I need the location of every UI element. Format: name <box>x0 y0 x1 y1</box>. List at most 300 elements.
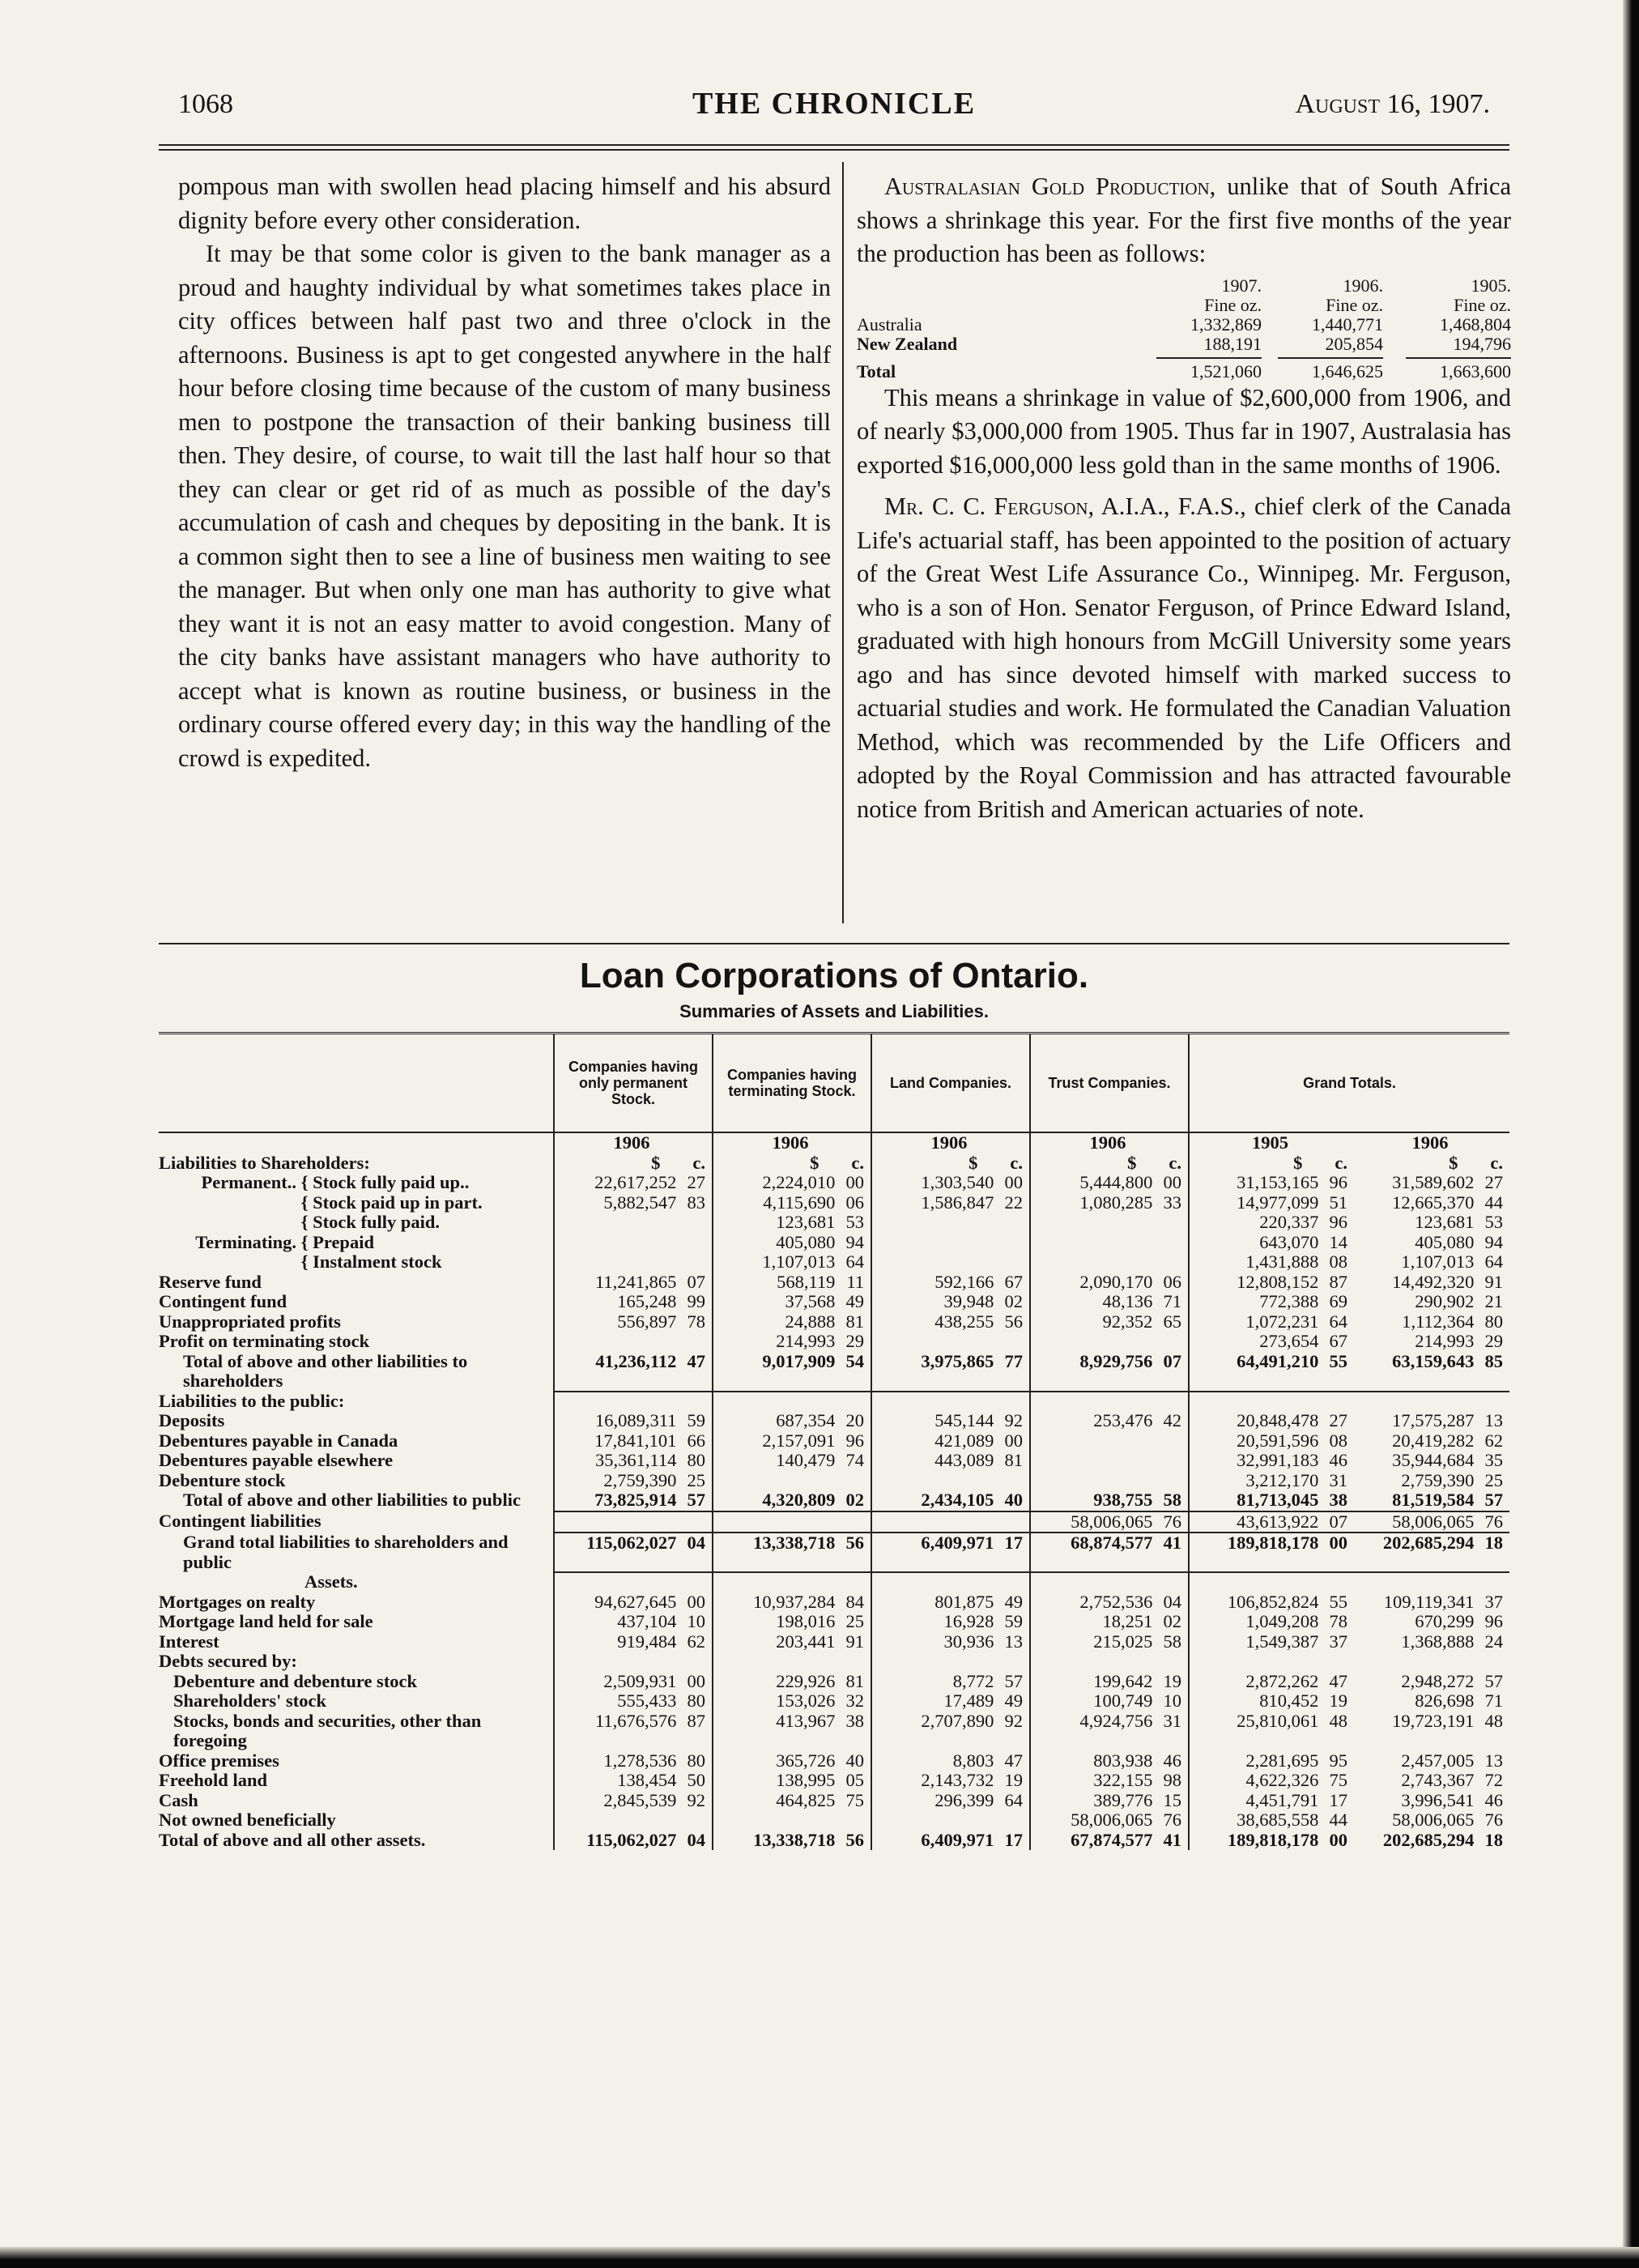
table-cell <box>1189 1533 1354 1572</box>
table-cell <box>1354 1632 1509 1652</box>
row-label: Cash <box>159 1790 198 1810</box>
cell-amount: 6,409,971 <box>921 1533 994 1553</box>
row-label: Debentures payable in Canada <box>159 1430 398 1451</box>
cell-cents: 84 <box>845 1592 864 1612</box>
table-cell <box>871 1332 1030 1352</box>
cell-cents: 67 <box>1329 1332 1347 1351</box>
cell-amount: 389,776 <box>1093 1790 1153 1810</box>
table-cell <box>1354 1273 1509 1293</box>
cents-sign: c. <box>851 1153 864 1173</box>
cell-cents: 37 <box>1329 1631 1347 1652</box>
cell-cents: 53 <box>1484 1213 1503 1232</box>
table-cell <box>871 1791 1030 1811</box>
table-cell <box>1189 1672 1354 1692</box>
row-label: Profit on terminating stock <box>159 1332 370 1351</box>
table-cell <box>1354 1451 1509 1471</box>
table-cell <box>1189 1691 1354 1712</box>
year-cell: 1906 <box>871 1132 1030 1153</box>
cell-cents: 91 <box>1484 1272 1503 1292</box>
row-label <box>159 1173 554 1193</box>
cell-amount: 9,017,909 <box>762 1351 836 1371</box>
table-cell <box>871 1173 1030 1193</box>
table-row <box>159 1451 1509 1471</box>
table-row <box>159 1771 1509 1791</box>
table-cell <box>1189 1490 1354 1511</box>
table-cell <box>1189 1292 1354 1312</box>
cell-cents: 78 <box>1329 1612 1347 1631</box>
table-cell <box>713 1193 871 1213</box>
table-cell <box>1354 1592 1509 1613</box>
left-column <box>178 170 831 775</box>
table-row <box>159 1233 1509 1253</box>
currency-sign: $ <box>1293 1153 1303 1173</box>
currency-sign: $ <box>1127 1153 1137 1173</box>
cell-amount: 592,166 <box>934 1272 994 1292</box>
table-row <box>159 1810 1509 1831</box>
cell-cents: 21 <box>1484 1292 1503 1311</box>
brace: { <box>296 1232 313 1252</box>
cell-cents: 51 <box>1329 1192 1347 1213</box>
cell-amount: 202,685,294 <box>1382 1830 1475 1850</box>
table-cell <box>713 1612 871 1632</box>
table-cell <box>1189 1392 1354 1412</box>
table-cell <box>554 1471 713 1491</box>
cell-cents: 94 <box>845 1232 864 1252</box>
cell-cents: 83 <box>687 1192 705 1213</box>
currency-sign: $ <box>968 1153 978 1173</box>
cell-cents: 38 <box>1329 1490 1347 1510</box>
cell-amount: 2,752,536 <box>1079 1592 1153 1612</box>
table-cell <box>871 1810 1030 1831</box>
cell-cents: 85 <box>1484 1351 1503 1371</box>
table-cell <box>713 1332 871 1352</box>
cell-amount: 4,451,791 <box>1245 1790 1319 1810</box>
table-cell <box>554 1791 713 1811</box>
cell-cents: 13 <box>1004 1631 1023 1652</box>
table-cell <box>1354 1392 1509 1412</box>
currency-sign: $ <box>810 1153 820 1173</box>
cell-amount: 2,759,390 <box>1401 1470 1475 1490</box>
table-row <box>159 1352 1509 1392</box>
cell-cents: 57 <box>1004 1671 1023 1691</box>
table-cell <box>713 1252 871 1273</box>
cell-cents: 38 <box>845 1711 864 1731</box>
brace: { <box>296 1213 313 1232</box>
table-cell <box>554 1312 713 1332</box>
table-cell <box>554 1771 713 1791</box>
section-heading-row <box>159 1572 1509 1592</box>
table-cell <box>1030 1712 1189 1751</box>
cell-cents: 00 <box>1004 1430 1023 1451</box>
cell-cents: 80 <box>687 1451 705 1470</box>
cell-amount: 1,072,231 <box>1245 1311 1319 1332</box>
currency-cell <box>554 1153 713 1174</box>
gold-production-intro: unlike that of South Africa shows a shrinkage this year. For the first five months of the year the production has been as follows: <box>857 173 1511 267</box>
gold-cell: 205,854 <box>1325 333 1383 354</box>
table-cell <box>554 1451 713 1471</box>
cell-cents: 99 <box>687 1292 705 1311</box>
cell-amount: 2,948,272 <box>1401 1671 1475 1691</box>
table-cell <box>1354 1612 1509 1632</box>
cell-cents: 91 <box>845 1631 864 1652</box>
table-cell <box>871 1273 1030 1293</box>
currency-cell <box>1189 1153 1354 1174</box>
table-cell <box>713 1632 871 1652</box>
cell-cents: 56 <box>1004 1311 1023 1332</box>
column-divider <box>842 162 844 923</box>
table-cell <box>1189 1810 1354 1831</box>
section-rule <box>159 943 1509 944</box>
table-cell <box>871 1312 1030 1332</box>
table-cell <box>871 1771 1030 1791</box>
cell-amount: 3,212,170 <box>1245 1470 1319 1490</box>
table-row <box>159 1831 1509 1851</box>
cell-amount: 938,755 <box>1093 1490 1153 1510</box>
table-cell <box>554 1273 713 1293</box>
currency-cell <box>713 1153 871 1174</box>
table-cell <box>554 1672 713 1692</box>
loan-table-subtitle: Summaries of Assets and Liabilities. <box>679 1001 989 1021</box>
cell-amount: 643,070 <box>1259 1232 1319 1252</box>
table-cell <box>1189 1411 1354 1431</box>
cell-cents: 18 <box>1484 1533 1503 1553</box>
cell-cents: 94 <box>1484 1232 1503 1252</box>
table-cell <box>713 1511 871 1533</box>
cell-cents: 74 <box>845 1451 864 1470</box>
table-cell <box>1189 1612 1354 1632</box>
cell-cents: 02 <box>1163 1612 1181 1631</box>
cell-cents: 96 <box>1329 1173 1347 1192</box>
cell-cents: 08 <box>1329 1430 1347 1451</box>
cell-amount: 4,320,809 <box>762 1490 836 1510</box>
table-cell <box>554 1431 713 1452</box>
table-cell <box>1030 1612 1189 1632</box>
year-cell: 1906 <box>1411 1132 1449 1153</box>
table-cell <box>1189 1173 1354 1193</box>
cell-amount: 58,006,065 <box>1071 1810 1153 1830</box>
cell-cents: 24 <box>1484 1631 1503 1652</box>
table-cell <box>1354 1712 1509 1751</box>
table-cell <box>1030 1411 1189 1431</box>
table-cell <box>554 1292 713 1312</box>
table-cell <box>871 1292 1030 1312</box>
cell-amount: 2,707,890 <box>921 1711 994 1731</box>
row-label: Total of above and other liabilities to shareholders <box>183 1351 468 1391</box>
table-cell <box>871 1193 1030 1213</box>
table-row <box>159 1652 1509 1672</box>
cell-amount: 5,444,800 <box>1079 1173 1153 1192</box>
table-cell <box>1354 1213 1509 1233</box>
table-cell <box>1189 1332 1354 1352</box>
cell-amount: 12,665,370 <box>1392 1192 1475 1213</box>
table-cell <box>554 1612 713 1632</box>
cell-amount: 199,642 <box>1093 1671 1153 1691</box>
cell-cents: 19 <box>1004 1771 1023 1790</box>
cell-cents: 58 <box>1163 1631 1181 1652</box>
table-cell <box>871 1252 1030 1273</box>
table-cell <box>1030 1312 1189 1332</box>
ferguson-text: chief clerk of the Canada Life's actuarial staff, has been appointed to the position of actuary of the Great West Life Assurance Co., Winnipeg. Mr. Ferguson, who is a son of Hon. Senator Ferguson, of Prince Edward Island, graduated with high honours from McGill University some years ago and has since devoted himself with marked success to actuarial studies and work. He formulated the Canadian Valuation Method, which was recommended by the Life Officers and adopted by the Royal Commission and has attracted favourable notice from British and American actuaries of note. <box>857 492 1511 823</box>
table-cell <box>1189 1572 1354 1592</box>
cell-cents: 55 <box>1329 1351 1347 1371</box>
cell-amount: 138,454 <box>617 1771 677 1790</box>
cell-cents: 32 <box>845 1691 864 1711</box>
gold-after-paragraph: This means a shrinkage in value of $2,600,000 from 1906, and of nearly $3,000,000 from 1905. Thus far in 1907, Australasia has exported $16,000,000 less gold than in the same months of 1906. <box>857 383 1511 479</box>
table-cell <box>713 1533 871 1572</box>
row-label: Liabilities to Shareholders: <box>159 1153 370 1173</box>
gold-sum-rule <box>857 354 1511 362</box>
table-cell <box>554 1572 713 1592</box>
table-cell <box>1030 1471 1189 1491</box>
loan-corporations-table <box>159 1032 1509 1850</box>
cell-cents: 13 <box>1484 1411 1503 1430</box>
table-cell <box>871 1831 1030 1851</box>
table-cell <box>713 1352 871 1392</box>
table-cell <box>713 1273 871 1293</box>
cell-cents: 00 <box>1329 1533 1347 1553</box>
row-label: Reserve fund <box>159 1272 262 1292</box>
cell-amount: 405,080 <box>1415 1232 1475 1252</box>
cell-cents: 78 <box>687 1311 705 1332</box>
group-label: Terminating. <box>195 1232 296 1252</box>
cell-amount: 81,519,584 <box>1392 1490 1475 1510</box>
cell-amount: 421,089 <box>934 1430 994 1451</box>
unit-header: Fine oz. <box>1454 294 1511 315</box>
table-cell <box>1189 1771 1354 1791</box>
cell-amount: 67,874,577 <box>1071 1830 1153 1850</box>
cell-cents: 06 <box>1163 1272 1181 1292</box>
table-cell <box>554 1592 713 1613</box>
cell-amount: 2,457,005 <box>1401 1750 1475 1771</box>
cell-amount: 2,434,105 <box>921 1490 994 1510</box>
cents-sign: c. <box>1169 1153 1181 1173</box>
cell-amount: 2,157,091 <box>762 1430 836 1451</box>
table-cell <box>1354 1533 1509 1572</box>
table-cell <box>1189 1632 1354 1652</box>
unit-header: Fine oz. <box>1326 294 1383 315</box>
row-label-text: Stock paid up in part. <box>313 1192 483 1213</box>
gold-row <box>857 335 1511 354</box>
cell-amount: 20,419,282 <box>1392 1430 1475 1451</box>
cell-cents: 71 <box>1163 1292 1181 1311</box>
table-cell <box>713 1691 871 1712</box>
cell-cents: 00 <box>845 1173 864 1192</box>
table-row <box>159 1431 1509 1452</box>
row-label: Mortgage land held for sale <box>159 1612 373 1631</box>
cell-cents: 65 <box>1163 1311 1181 1332</box>
table-cell <box>713 1652 871 1672</box>
table-cell <box>1354 1471 1509 1491</box>
table-cell <box>1354 1312 1509 1332</box>
table-cell <box>1189 1451 1354 1471</box>
table-cell <box>1354 1352 1509 1392</box>
header-rule <box>159 144 1509 146</box>
row-label <box>159 1132 554 1153</box>
table-cell <box>1189 1431 1354 1452</box>
cell-cents: 48 <box>1484 1711 1503 1731</box>
cell-cents: 87 <box>687 1711 705 1731</box>
row-label <box>159 1252 554 1273</box>
cell-amount: 1,107,013 <box>1401 1252 1475 1272</box>
publication-title: THE CHRONICLE <box>692 87 977 121</box>
table-cell <box>713 1771 871 1791</box>
row-label: Total of above and all other assets. <box>159 1830 426 1850</box>
cell-amount: 215,025 <box>1093 1631 1153 1652</box>
cell-cents: 57 <box>1484 1490 1503 1510</box>
cell-amount: 153,026 <box>776 1691 836 1711</box>
cell-cents: 02 <box>1004 1292 1023 1311</box>
table-cell <box>554 1831 713 1851</box>
table-cell <box>1030 1632 1189 1652</box>
table-cell <box>713 1392 871 1412</box>
row-label <box>159 1213 554 1233</box>
cell-amount: 405,080 <box>776 1232 836 1252</box>
year-header: 1905. <box>1471 275 1511 296</box>
cell-amount: 2,743,367 <box>1401 1771 1475 1790</box>
cell-cents: 27 <box>687 1173 705 1192</box>
cell-cents: 07 <box>687 1272 705 1292</box>
row-label: Debenture stock <box>159 1470 286 1490</box>
table-cell <box>1030 1352 1189 1392</box>
currency-sign: $ <box>651 1153 661 1173</box>
table-cell <box>1189 1592 1354 1613</box>
table-cell <box>1354 1572 1509 1592</box>
table-cell <box>1354 1292 1509 1312</box>
table-cell <box>1030 1691 1189 1712</box>
table-cell <box>554 1213 713 1233</box>
table-cell <box>554 1511 713 1533</box>
gold-cell: 1,468,804 <box>1440 313 1511 335</box>
cell-amount: 198,016 <box>776 1612 836 1631</box>
table-cell <box>871 1471 1030 1491</box>
cell-cents: 49 <box>1004 1592 1023 1612</box>
row-label-text: Stock fully paid. <box>313 1213 441 1232</box>
cell-cents: 00 <box>687 1592 705 1612</box>
cell-amount: 2,224,010 <box>762 1173 836 1192</box>
cell-amount: 2,872,262 <box>1245 1671 1319 1691</box>
col-header-trust: Trust Companies. <box>1030 1034 1189 1133</box>
cell-cents: 58 <box>1163 1490 1181 1510</box>
table-cell <box>1030 1490 1189 1511</box>
row-label: Debentures payable elsewhere <box>159 1451 394 1470</box>
cell-cents: 13 <box>1484 1750 1503 1771</box>
col-header-permanent: Companies having only permanent Stock. <box>554 1034 713 1133</box>
gold-total-label: Total <box>857 360 896 382</box>
cell-amount: 803,938 <box>1093 1750 1153 1771</box>
table-cell <box>871 1511 1030 1533</box>
year-header: 1907. <box>1221 275 1262 296</box>
table-cell <box>1354 1233 1509 1253</box>
cell-cents: 04 <box>687 1533 705 1553</box>
cell-cents: 96 <box>1329 1213 1347 1232</box>
cell-amount: 17,575,287 <box>1392 1411 1475 1430</box>
cell-cents: 71 <box>1484 1691 1503 1711</box>
table-cell <box>554 1751 713 1771</box>
table-cell <box>1030 1572 1189 1592</box>
table-row <box>159 1252 1509 1273</box>
row-label: Stocks, bonds and securities, other than foregoing <box>173 1711 482 1750</box>
table-cell <box>713 1672 871 1692</box>
gold-production-paragraph <box>857 170 1511 271</box>
cell-cents: 56 <box>845 1533 864 1553</box>
cell-cents: 47 <box>687 1351 705 1371</box>
table-cell <box>871 1490 1030 1511</box>
table-cell <box>554 1712 713 1751</box>
cell-amount: 19,723,191 <box>1392 1711 1475 1731</box>
cell-cents: 27 <box>1484 1173 1503 1192</box>
table-cell <box>1354 1173 1509 1193</box>
row-label: Unappropriated profits <box>159 1311 341 1332</box>
cell-cents: 76 <box>1484 1810 1503 1830</box>
table-cell <box>1030 1672 1189 1692</box>
cell-amount: 1,049,208 <box>1245 1612 1319 1631</box>
cell-cents: 46 <box>1484 1790 1503 1810</box>
cell-amount: 1,549,387 <box>1245 1631 1319 1652</box>
paragraph: pompous man with swollen head placing himself and his absurd dignity before every other consideration. <box>178 173 831 234</box>
row-label: Shareholders' stock <box>173 1691 326 1711</box>
cell-cents: 98 <box>1163 1771 1181 1790</box>
cell-amount: 1,080,285 <box>1079 1192 1153 1213</box>
cell-amount: 189,818,178 <box>1227 1830 1319 1850</box>
cell-cents: 27 <box>1329 1411 1347 1430</box>
gold-year-row <box>857 276 1511 296</box>
table-cell <box>1030 1392 1189 1412</box>
cell-amount: 273,654 <box>1259 1332 1319 1351</box>
cell-cents: 08 <box>1329 1252 1347 1272</box>
cell-cents: 20 <box>845 1411 864 1430</box>
cents-sign: c. <box>1010 1153 1023 1173</box>
table-cell <box>871 1712 1030 1751</box>
table-cell <box>713 1810 871 1831</box>
cell-amount: 365,726 <box>776 1750 836 1771</box>
loan-table-body <box>159 1132 1509 1850</box>
cell-cents: 66 <box>687 1430 705 1451</box>
cell-amount: 801,875 <box>934 1592 994 1612</box>
cell-cents: 47 <box>1329 1671 1347 1691</box>
cell-cents: 29 <box>1484 1332 1503 1351</box>
table-cell <box>1030 1810 1189 1831</box>
table-cell <box>871 1392 1030 1412</box>
table-cell <box>1354 1431 1509 1452</box>
table-row <box>159 1712 1509 1751</box>
cell-cents: 17 <box>1004 1830 1023 1850</box>
cell-amount: 20,591,596 <box>1237 1430 1319 1451</box>
brace: { <box>296 1192 313 1213</box>
cell-cents: 07 <box>1163 1351 1181 1371</box>
table-cell <box>871 1533 1030 1572</box>
cell-amount: 4,115,690 <box>763 1192 836 1213</box>
col-header-land: Land Companies. <box>871 1034 1030 1133</box>
table-cell <box>1189 1712 1354 1751</box>
table-cell <box>1354 1831 1509 1851</box>
table-cell <box>871 1451 1030 1471</box>
cell-amount: 296,399 <box>934 1790 994 1810</box>
currency-sign: $ <box>1449 1153 1458 1173</box>
row-label: Debts secured by: <box>159 1652 297 1671</box>
table-cell <box>713 1592 871 1613</box>
table-cell <box>1030 1533 1189 1572</box>
cell-amount: 106,852,824 <box>1227 1592 1319 1612</box>
header-blank <box>159 1034 554 1133</box>
table-cell <box>1354 1490 1509 1511</box>
cell-amount: 43,613,922 <box>1237 1511 1319 1532</box>
table-cell <box>554 1810 713 1831</box>
cell-cents: 11 <box>846 1272 864 1292</box>
cell-cents: 80 <box>1484 1311 1503 1332</box>
cell-cents: 75 <box>1329 1771 1347 1790</box>
cell-cents: 76 <box>1484 1511 1503 1532</box>
cell-cents: 81 <box>845 1311 864 1332</box>
